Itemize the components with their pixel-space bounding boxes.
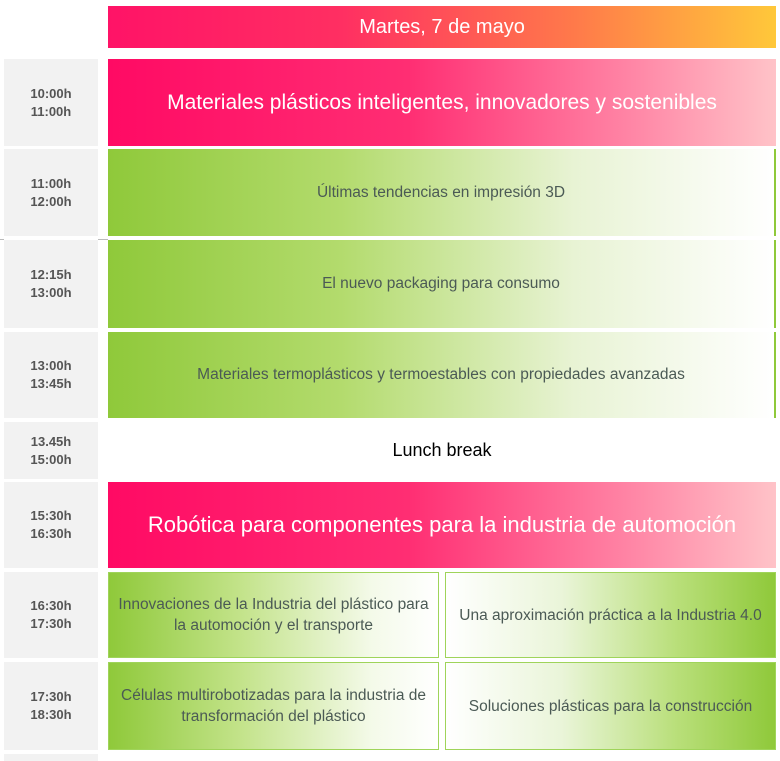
session-block-left <box>108 572 439 658</box>
day-title: Martes, 7 de mayo <box>359 15 525 38</box>
start-time: 16:30h <box>30 598 72 613</box>
session-title: Últimas tendencias en impresión 3D <box>316 183 566 201</box>
session-title: Materiales termoplásticos y termoestables con propiedades avanzadas <box>197 366 685 383</box>
day-header <box>108 6 776 48</box>
session-title: El nuevo packaging para consumo <box>322 275 560 292</box>
session-title: Una aproximación práctica a la Industria 4.0 <box>459 606 762 624</box>
time-slot-stub <box>4 754 98 761</box>
time-slot <box>4 332 98 418</box>
end-time: 12:00h <box>30 193 72 209</box>
time-slot <box>4 662 98 750</box>
lunch-label: Lunch break <box>392 440 492 460</box>
session-block <box>108 332 776 418</box>
end-time: 15:00h <box>30 451 72 467</box>
start-time: 13:00h <box>30 358 72 373</box>
end-time: 18:30h <box>30 707 72 722</box>
start-time: 15:30h <box>30 508 72 523</box>
session-block <box>108 59 776 146</box>
start-time: 10:00h <box>30 85 72 101</box>
session-block-right <box>445 572 776 658</box>
end-time: 13:00h <box>30 285 72 300</box>
time-slot <box>4 59 98 146</box>
start-time: 12:15h <box>30 267 72 282</box>
session-title: Soluciones plásticas para la construcción <box>468 697 753 715</box>
time-slot <box>4 572 98 658</box>
session-title: Innovaciones de la Industria del plástico para la automoción y el transporte <box>118 596 429 634</box>
time-slot <box>4 240 98 328</box>
divider <box>98 239 108 240</box>
start-time: 13.45h <box>30 433 72 449</box>
time-slot <box>4 149 98 236</box>
time-slot <box>4 422 98 479</box>
session-title: Células multirobotizadas para la industria de transformación del plástico <box>121 687 426 725</box>
end-time: 13:45h <box>30 376 72 391</box>
session-title: Robótica para componentes para la industria de automoción <box>147 512 737 537</box>
session-block-right <box>445 662 776 750</box>
session-block <box>108 240 776 328</box>
start-time: 17:30h <box>30 689 72 704</box>
session-block <box>108 482 776 568</box>
end-time: 11:00h <box>30 103 72 119</box>
end-time: 17:30h <box>30 616 72 631</box>
session-block <box>108 149 776 236</box>
session-block-left <box>108 662 439 750</box>
session-title: Materiales plásticos inteligentes, innovadores y sostenibles <box>167 90 717 114</box>
start-time: 11:00h <box>30 175 72 191</box>
end-time: 16:30h <box>30 526 72 541</box>
time-slot <box>4 482 98 568</box>
lunch-break <box>108 422 776 479</box>
divider <box>0 239 4 240</box>
